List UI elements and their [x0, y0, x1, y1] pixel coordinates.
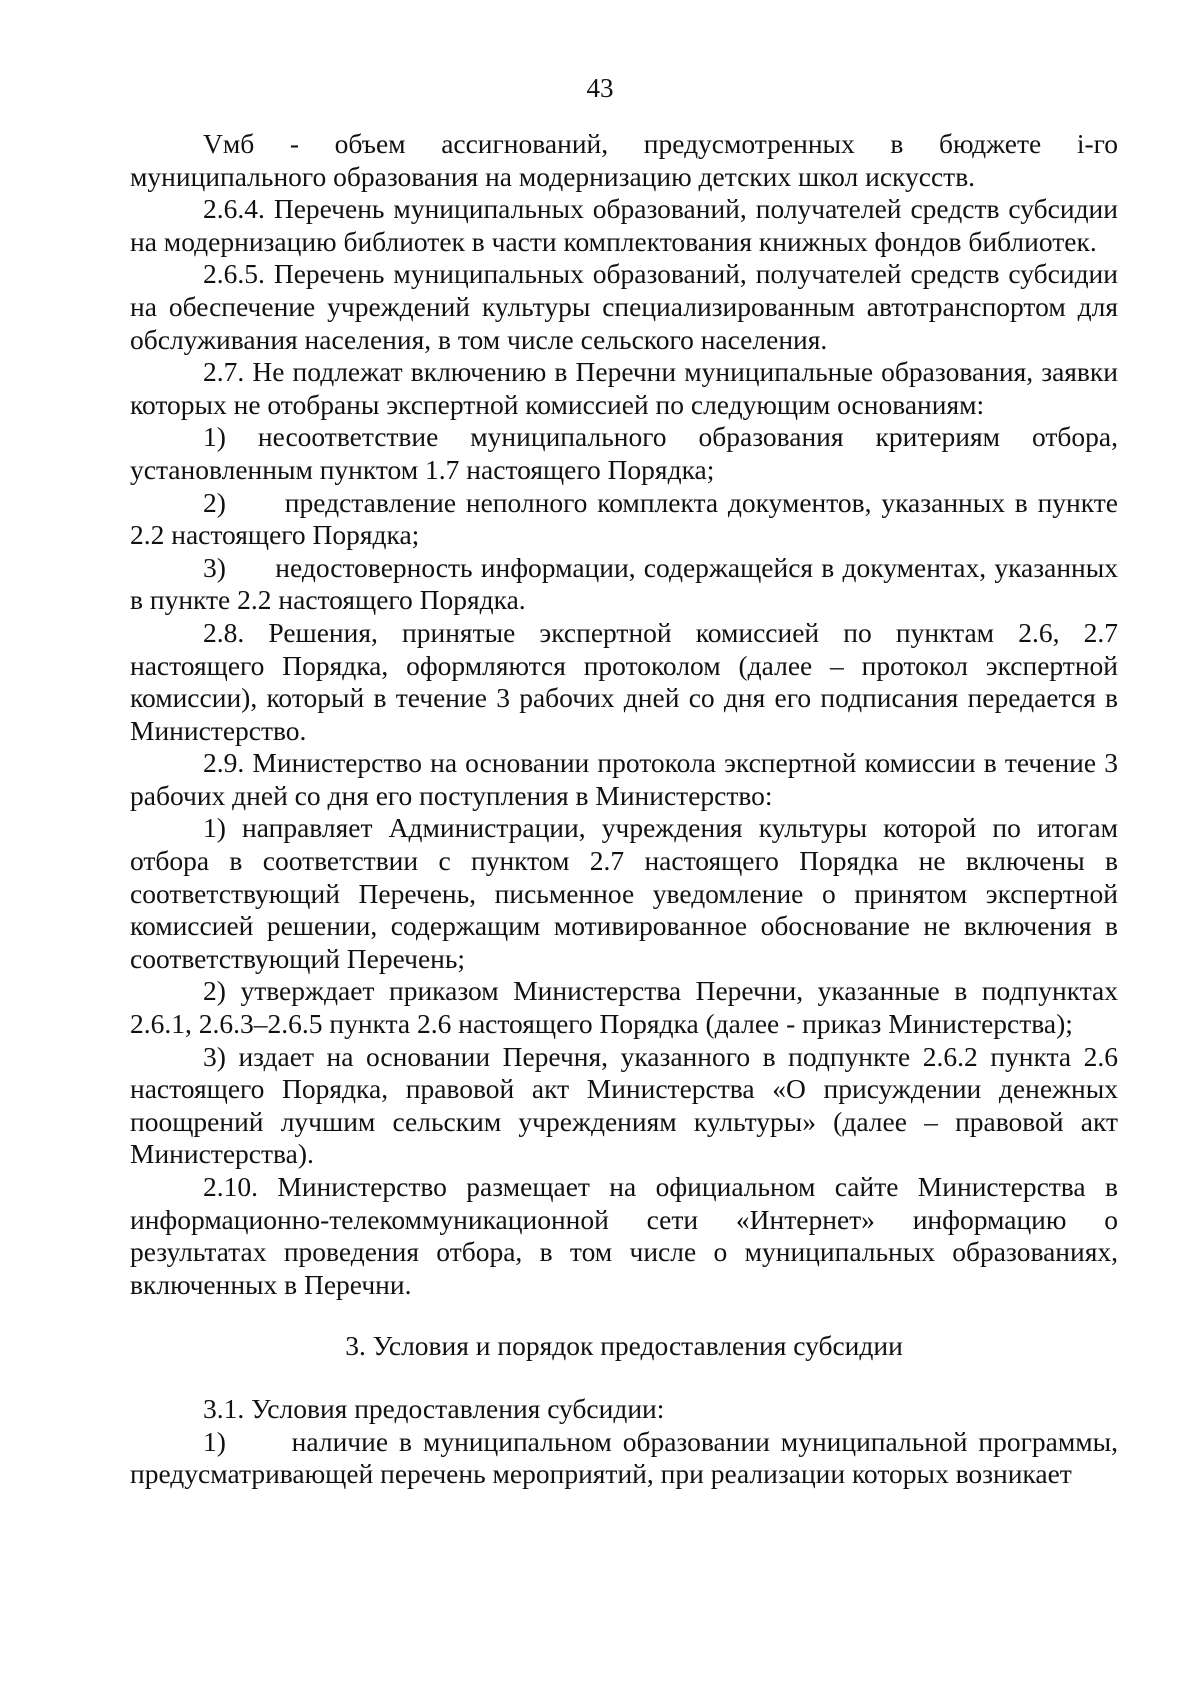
paragraph-2-6-5: 2.6.5. Перечень муниципальных образований, получателей средств субсидии на обеспечение учреждений культуры специализированным автотранспортом для обслуживания населения, в том числе сельского населения. — [130, 258, 1118, 355]
paragraph-3-1: 3.1. Условия предоставления субсидии: — [203, 1392, 665, 1424]
paragraph-2-7-item-2: 2) представление неполного комплекта документов, указанных в пункте 2.2 настоящего Порядка; — [130, 486, 1118, 551]
paragraph-2-9-item-3: 3) издает на основании Перечня, указанного в подпункте 2.6.2 пункта 2.6 настоящего Порядка, правовой акт Министерства «О присуждении денежных поощрений лучшим сельским учреждениям культуры» (далее – правовой акт Министерства). — [130, 1040, 1118, 1170]
paragraph-2-9: 2.9. Министерство на основании протокола экспертной комиссии в течение 3 рабочих дней со дня его поступления в Министерство: — [130, 747, 1118, 811]
paragraph-2-7-item-3: 3) недостоверность информации, содержащейся в документах, указанных в пункте 2.2 настоящего Порядка. — [130, 551, 1118, 616]
paragraph-2-7-item-1: 1) несоответствие муниципального образования критериям отбора, установленным пунктом 1.7 настоящего Порядка; — [130, 421, 1118, 485]
page-number: 43 — [586, 73, 614, 103]
paragraph-vmb-definition: Vмб - объем ассигнований, предусмотренных в бюджете i-го муниципального образования на модернизацию детских школ искусств. — [130, 128, 1118, 192]
paragraph-3-1-item-1: 1) наличие в муниципальном образовании муниципальной программы, предусматривающей перечень мероприятий, при реализации которых возникает — [130, 1425, 1118, 1490]
paragraph-2-6-4: 2.6.4. Перечень муниципальных образований, получателей средств субсидии на модернизацию библиотек в части комплектования книжных фондов библиотек. — [130, 193, 1118, 257]
document-body — [130, 128, 1118, 1491]
paragraph-2-9-item-2: 2) утверждает приказом Министерства Перечни, указанные в подпунктах 2.6.1, 2.6.3–2.6.5 пункта 2.6 настоящего Порядка (далее - приказ Министерства); — [130, 975, 1118, 1040]
paragraph-2-10: 2.10. Министерство размещает на официальном сайте Министерства в информационно-телекоммуникационной сети «Интернет» информацию о результатах проведения отбора, в том числе о муниципальных образованиях, включенных в Перечни. — [130, 1171, 1118, 1300]
paragraph-2-9-item-1: 1) направляет Администрации, учреждения культуры которой по итогам отбора в соответствии с пунктом 2.7 настоящего Порядка не включены в соответствующий Перечень, письменное уведомление о принятом экспертной комиссией решении, содержащим мотивированное обоснование не включения в соответствующий Перечень; — [130, 812, 1118, 974]
section-heading: 3. Условия и порядок предоставления субсидии — [345, 1330, 903, 1362]
paragraph-2-8: 2.8. Решения, принятые экспертной комиссией по пунктам 2.6, 2.7 настоящего Порядка, оформляются протоколом (далее – протокол экспертной комиссии), который в течение 3 рабочих дней со дня его подписания передается в Министерство. — [130, 616, 1118, 746]
paragraph-2-7: 2.7. Не подлежат включению в Перечни муниципальные образования, заявки которых не отобраны экспертной комиссией по следующим основаниям: — [130, 356, 1118, 420]
